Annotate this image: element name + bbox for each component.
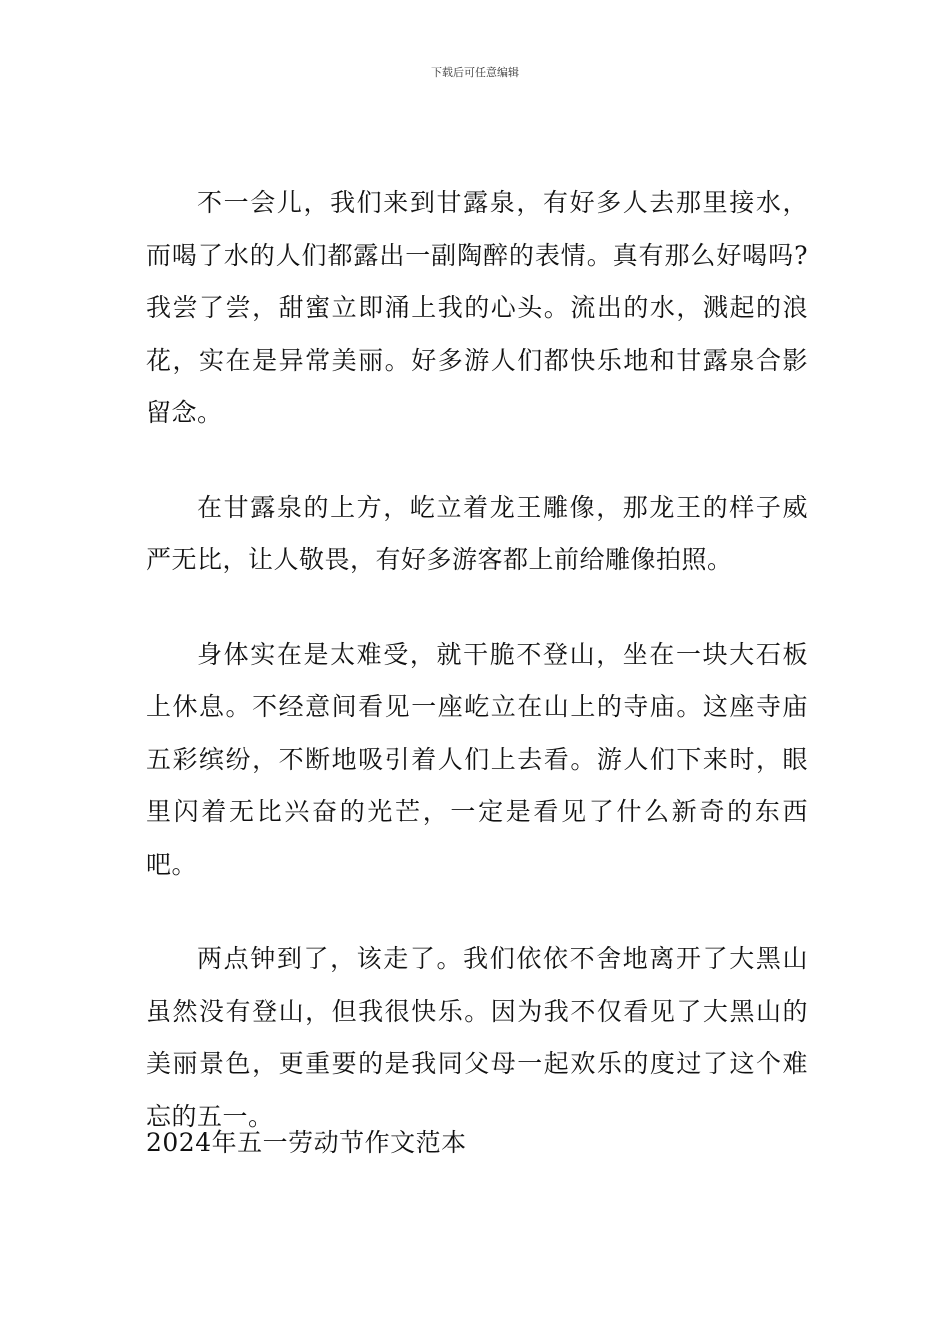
paragraph-3: 身体实在是太难受，就干脆不登山，坐在一块大石板上休息。不经意间看见一座屹立在山上的寺庙。这座寺庙五彩缤纷，不断地吸引着人们上去看。游人们下来时，眼里闪着无比兴奋的光芒，一定是看见了什么新奇的东西吧。 xyxy=(146,639,808,879)
paragraph-4: 两点钟到了，该走了。我们依依不舍地离开了大黑山虽然没有登山，但我很快乐。因为我不仅看见了大黑山的美丽景色，更重要的是我同父母一起欢乐的度过了这个难忘的五一。 xyxy=(146,944,808,1131)
paragraph-1: 不一会儿，我们来到甘露泉，有好多人去那里接水，而喝了水的人们都露出一副陶醉的表情。真有那么好喝吗?我尝了尝，甜蜜立即涌上我的心头。流出的水，溅起的浪花，实在是异常美丽。好多游人们都快乐地和甘露泉合影留念。 xyxy=(146,188,808,427)
document-title: 2024年五一劳动节作文范本 xyxy=(146,1128,467,1157)
paragraph-2: 在甘露泉的上方，屹立着龙王雕像，那龙王的样子威严无比，让人敬畏，有好多游客都上前给雕像拍照。 xyxy=(146,492,808,574)
page-header: 下载后可任意编辑 xyxy=(431,66,519,79)
document-body xyxy=(146,177,808,1143)
